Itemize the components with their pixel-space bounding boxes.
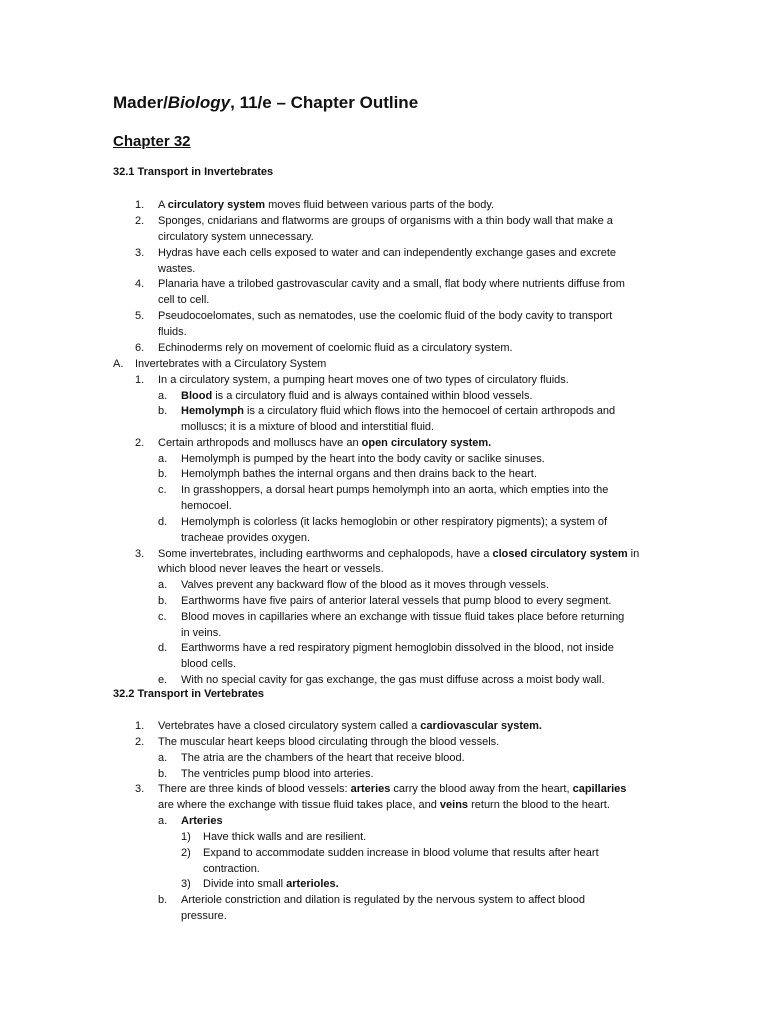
sublist-item-text: Blood is a circulatory fluid and is always contained within blood vessels. — [181, 390, 533, 402]
document-title — [113, 93, 418, 113]
list-marker: 3. — [135, 783, 145, 795]
sublist-item-text: Hemolymph is colorless (it lacks hemoglobin or other respiratory pigments); a system of — [181, 516, 608, 528]
sublist-item-text: Arteriole constriction and dilation is regulated by the nervous system to affect blood — [181, 894, 585, 906]
list-item-text: There are three kinds of blood vessels: arteries carry the blood away from the heart, capillaries — [158, 783, 627, 795]
sublist-marker: a. — [158, 752, 168, 764]
list-marker: 2. — [135, 736, 145, 748]
sublist-item-text: molluscs; it is a mixture of blood and interstitial fluid. — [181, 421, 435, 433]
list-marker: 5. — [135, 310, 145, 322]
sublist-marker: e. — [158, 674, 168, 686]
sublist-item-text: in veins. — [181, 627, 222, 639]
outline-heading: Invertebrates with a Circulatory System — [135, 358, 327, 370]
sublist-item-text: Arteries — [181, 815, 223, 827]
section-heading-32-1: 32.1 Transport in Invertebrates — [113, 166, 274, 178]
subsublist-marker: 3) — [181, 878, 191, 890]
sublist-marker: b. — [158, 405, 168, 417]
sublist-item-text: With no special cavity for gas exchange, the gas must diffuse across a moist body wall. — [181, 674, 605, 686]
list-marker: 3. — [135, 247, 145, 259]
sublist-marker: b. — [158, 894, 168, 906]
sublist-item-text: The atria are the chambers of the heart that receive blood. — [181, 752, 465, 764]
list-item-text: fluids. — [158, 326, 187, 338]
list-item-text: Certain arthropods and molluscs have an open circulatory system. — [158, 437, 492, 449]
list-item-text: Echinoderms rely on movement of coelomic fluid as a circulatory system. — [158, 342, 513, 354]
list-marker: 6. — [135, 342, 145, 354]
list-item-text: Some invertebrates, including earthworms and cephalopods, have a closed circulatory system in — [158, 548, 640, 560]
subsublist-marker: 1) — [181, 831, 191, 843]
list-marker: 1. — [135, 720, 145, 732]
subsublist-item-text: contraction. — [203, 863, 260, 875]
sublist-item-text: tracheae provides oxygen. — [181, 532, 311, 544]
list-marker: 1. — [135, 199, 145, 211]
sublist-item-text: Hemolymph bathes the internal organs and then drains back to the heart. — [181, 468, 537, 480]
list-item-text: In a circulatory system, a pumping heart moves one of two types of circulatory fluids. — [158, 374, 569, 386]
sublist-marker: b. — [158, 468, 168, 480]
list-item-text: The muscular heart keeps blood circulating through the blood vessels. — [158, 736, 500, 748]
sublist-item-text: In grasshoppers, a dorsal heart pumps hemolymph into an aorta, which empties into the — [181, 484, 609, 496]
list-marker: 2. — [135, 215, 145, 227]
subsublist-item-text: Have thick walls and are resilient. — [203, 831, 367, 843]
list-item-text: which blood never leaves the heart or vessels. — [158, 563, 384, 575]
sublist-marker: c. — [158, 611, 167, 623]
list-marker: 1. — [135, 374, 145, 386]
list-item-text: Pseudocoelomates, such as nematodes, use the coelomic fluid of the body cavity to transport — [158, 310, 613, 322]
subsublist-item-text: Expand to accommodate sudden increase in blood volume that results after heart — [203, 847, 599, 859]
title-prefix: Mader/ — [113, 93, 168, 112]
outline-marker: A. — [113, 358, 124, 370]
sublist-item-text: Hemolymph is pumped by the heart into the body cavity or saclike sinuses. — [181, 453, 545, 465]
sublist-item-text: Hemolymph is a circulatory fluid which flows into the hemocoel of certain arthropods and — [181, 405, 616, 417]
sublist-marker: d. — [158, 516, 168, 528]
list-item-text: are where the exchange with tissue fluid takes place, and veins return the blood to the heart. — [158, 799, 610, 811]
sublist-item-text: The ventricles pump blood into arteries. — [181, 768, 374, 780]
title-book-name: Biology — [167, 93, 231, 112]
list-item-text: cell to cell. — [158, 294, 210, 306]
sublist-item-text: Earthworms have five pairs of anterior lateral vessels that pump blood to every segment. — [181, 595, 612, 607]
title-suffix: , 11/e – Chapter Outline — [230, 93, 419, 112]
sublist-item-text: blood cells. — [181, 658, 237, 670]
list-marker: 2. — [135, 437, 145, 449]
subsublist-item-text: Divide into small arterioles. — [203, 878, 339, 890]
list-item-text: A circulatory system moves fluid between various parts of the body. — [158, 199, 495, 211]
sublist-marker: a. — [158, 815, 168, 827]
list-item-text: Sponges, cnidarians and flatworms are groups of organisms with a thin body wall that make a — [158, 215, 613, 227]
sublist-item-text: Valves prevent any backward flow of the blood as it moves through vessels. — [181, 579, 549, 591]
sublist-item-text: Blood moves in capillaries where an exchange with tissue fluid takes place before returning — [181, 611, 625, 623]
sublist-marker: b. — [158, 595, 168, 607]
list-item-text: Planaria have a trilobed gastrovascular cavity and a small, flat body where nutrients diffuse from — [158, 278, 625, 290]
list-marker: 4. — [135, 278, 145, 290]
sublist-item-text: Earthworms have a red respiratory pigment hemoglobin dissolved in the blood, not inside — [181, 642, 614, 654]
sublist-item-text: pressure. — [181, 910, 227, 922]
section-heading-32-2: 32.2 Transport in Vertebrates — [113, 688, 265, 700]
list-item-text: wastes. — [158, 263, 196, 275]
sublist-marker: c. — [158, 484, 167, 496]
list-item-text: Hydras have each cells exposed to water and can independently exchange gases and excrete — [158, 247, 617, 259]
list-marker: 3. — [135, 548, 145, 560]
sublist-marker: b. — [158, 768, 168, 780]
list-item-text: circulatory system unnecessary. — [158, 231, 314, 243]
list-item-text: Vertebrates have a closed circulatory system called a cardiovascular system. — [158, 720, 542, 732]
subsublist-marker: 2) — [181, 847, 191, 859]
sublist-marker: a. — [158, 390, 168, 402]
sublist-marker: a. — [158, 579, 168, 591]
sublist-marker: d. — [158, 642, 168, 654]
sublist-item-text: hemocoel. — [181, 500, 232, 512]
sublist-marker: a. — [158, 453, 168, 465]
chapter-heading: Chapter 32 — [113, 133, 191, 150]
